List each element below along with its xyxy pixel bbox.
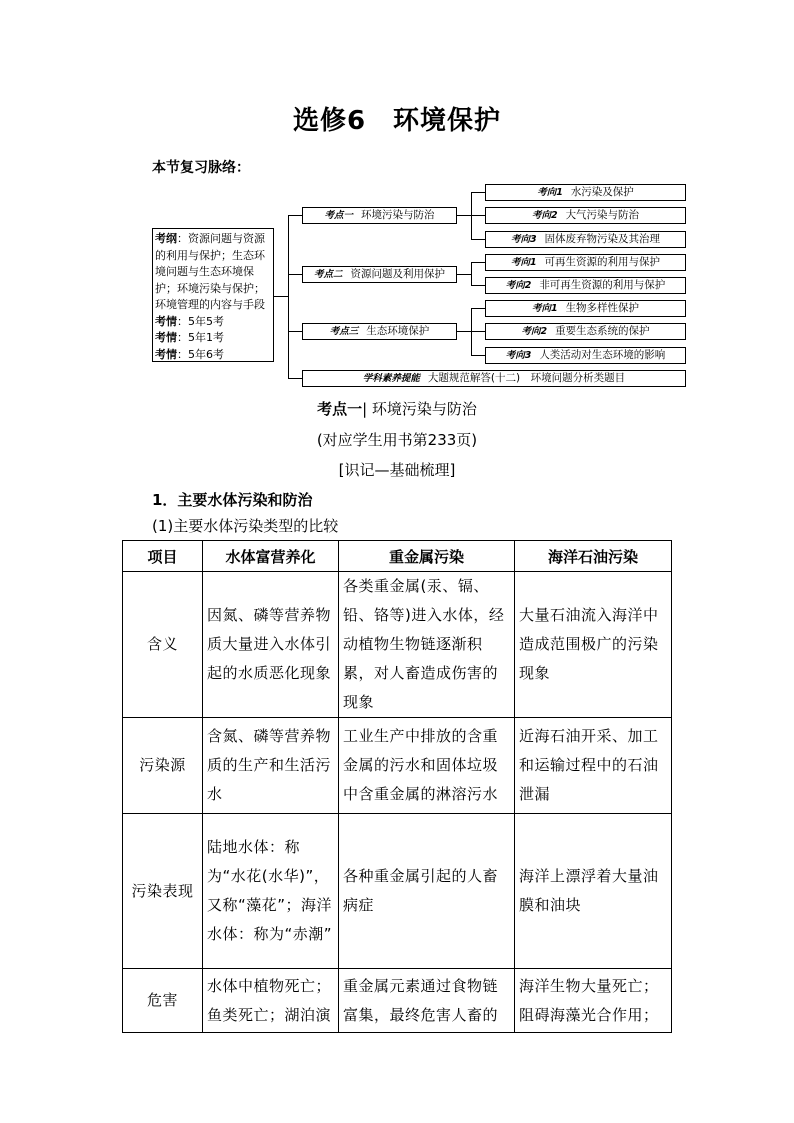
connector — [471, 262, 485, 263]
syllabus-box — [152, 228, 274, 362]
stat-line-2: 考情：5年1考 — [155, 331, 224, 344]
table-cell: 陆地水体：称为“水花(水华)”，又称“藻花”；海洋水体：称为“赤潮” — [203, 814, 339, 969]
connector — [471, 215, 485, 216]
col-header: 海洋石油污染 — [515, 541, 672, 572]
direction-node: 考向2 重要生态系统的保护 — [485, 323, 686, 340]
stat-line-3: 考情：5年6考 — [155, 347, 224, 361]
col-header: 水体富营养化 — [203, 541, 339, 572]
direction-node: 考向2 大气污染与防治 — [485, 207, 686, 224]
section-title: 考点一| 环境污染与防治 — [317, 400, 477, 418]
table-cell: 大量石油流入海洋中造成范围极广的污染现象 — [515, 572, 672, 718]
table-row — [123, 572, 672, 718]
connector — [471, 192, 485, 193]
row-label: 污染源 — [123, 718, 203, 814]
connector — [288, 331, 302, 332]
connector — [288, 215, 302, 216]
connector — [274, 296, 288, 297]
point-node-1: 考点一 环境污染与防治 — [302, 207, 457, 224]
connector — [471, 285, 485, 286]
connector — [288, 378, 302, 379]
table-cell: 含氮、磷等营养物质的生产和生活污水 — [203, 718, 339, 814]
connector — [471, 239, 485, 240]
table-cell: 海洋上漂浮着大量油膜和油块 — [515, 814, 672, 969]
col-header: 项目 — [123, 541, 203, 572]
table-cell: 近海石油开采、加工和运输过程中的石油泄漏 — [515, 718, 672, 814]
row-label: 污染表现 — [123, 814, 203, 969]
review-outline-heading: 本节复习脉络： — [152, 160, 250, 176]
stat-line-1: 考情：5年5考 — [155, 314, 224, 328]
direction-node: 考向2 非可再生资源的利用与保护 — [485, 277, 686, 294]
table-cell: 各类重金属(汞、镉、铅、铬等)进入水体，经动植物生物链逐渐积累，对人畜造成伤害的现象 — [339, 572, 515, 718]
table-cell: 因氮、磷等营养物质大量进入水体引起的水质恶化现象 — [203, 572, 339, 718]
table-cell: 水体中植物死亡；鱼类死亡；湖泊演 — [203, 969, 339, 1033]
heading-water-pollution: 1．主要水体污染和防治 — [152, 491, 313, 509]
connector — [471, 331, 485, 332]
connector — [288, 274, 302, 275]
connector — [471, 355, 485, 356]
table-cell: 海洋生物大量死亡；阻碍海藻光合作用； — [515, 969, 672, 1033]
table-row — [123, 718, 672, 814]
direction-node: 考向1 生物多样性保护 — [485, 300, 686, 317]
table-row — [123, 969, 672, 1033]
heading-comparison: (1)主要水体污染类型的比较 — [152, 517, 339, 535]
syllabus-label: 考纲： — [155, 232, 188, 245]
point-node-3: 考点三 生态环境保护 — [302, 323, 457, 340]
point-node-2: 考点二 资源问题及利用保护 — [302, 266, 457, 283]
direction-node: 考向3 人类活动对生态环境的影响 — [485, 347, 686, 364]
row-label: 含义 — [123, 572, 203, 718]
literacy-node: 学科素养提能 大题规范解答(十二) 环境问题分析类题目 — [302, 370, 686, 387]
connector — [457, 274, 471, 275]
table-cell: 工业生产中排放的含重金属的污水和固体垃圾中含重金属的淋溶污水 — [339, 718, 515, 814]
syllabus-text: 资源问题与资源的利用与保护；生态环境问题与生态环境保护；环境污染与保护；环境管理的内容与手段 — [155, 232, 265, 311]
row-label: 危害 — [123, 969, 203, 1033]
direction-node: 考向3 固体废弃物污染及其治理 — [485, 231, 686, 248]
section-reference: (对应学生用书第233页) — [316, 431, 478, 449]
connector — [288, 215, 289, 378]
col-header: 重金属污染 — [339, 541, 515, 572]
table-cell: 各种重金属引起的人畜病症 — [339, 814, 515, 969]
direction-node: 考向1 水污染及保护 — [485, 184, 686, 201]
page-title: 选修6 环境保护 — [292, 106, 502, 136]
pollution-comparison-table — [122, 540, 672, 1033]
section-tag: [识记—基础梳理] — [338, 461, 456, 479]
connector — [457, 215, 471, 216]
connector — [457, 331, 471, 332]
table-row — [123, 814, 672, 969]
table-header-row — [123, 541, 672, 572]
table-cell: 重金属元素通过食物链富集，最终危害人畜的 — [339, 969, 515, 1033]
direction-node: 考向1 可再生资源的利用与保护 — [485, 254, 686, 271]
connector — [471, 262, 472, 285]
connector — [471, 308, 485, 309]
